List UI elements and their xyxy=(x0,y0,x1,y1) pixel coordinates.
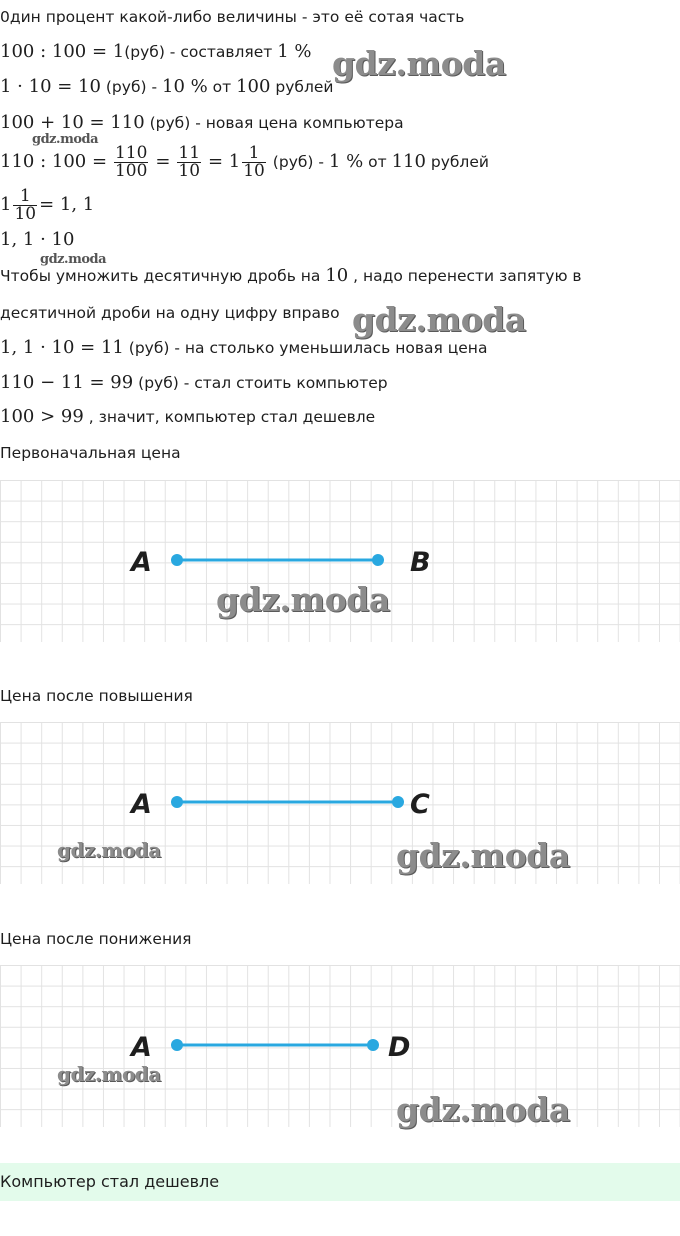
text-line-10-percent xyxy=(0,76,333,98)
math-expression: 10 % xyxy=(162,76,208,97)
text-fragment: рублей xyxy=(425,153,489,171)
math-expression: 100 xyxy=(236,76,271,97)
text-line-1-percent xyxy=(0,41,312,63)
text-fragment: (руб) - на столько уменьшилась новая цена xyxy=(123,339,488,357)
text-fragment: рублей xyxy=(270,78,334,96)
math-expression: = 1, 1 xyxy=(39,194,95,215)
point-a-label: A xyxy=(131,547,152,578)
text-line-rule-continued xyxy=(0,302,340,324)
watermark: gdz.moda xyxy=(352,300,526,339)
fraction-numerator: 110 xyxy=(114,143,148,163)
point-d-label: D xyxy=(388,1032,411,1063)
text-fragment: (руб) - составляет xyxy=(124,43,278,61)
text-line-mixed-number xyxy=(0,183,94,227)
point-b-label: B xyxy=(410,547,431,578)
text-line-comparison xyxy=(0,406,375,428)
fraction-denominator: 100 xyxy=(114,161,148,181)
text-fragment: (руб) - xyxy=(267,153,329,171)
section-title-after-increase xyxy=(0,685,193,707)
text-fragment: , значит, компьютер стал дешевле xyxy=(83,408,376,426)
text-fragment: десятичной дроби на одну цифру вправо xyxy=(0,304,340,322)
fraction xyxy=(242,145,266,180)
math-expression: 110 : 100 = xyxy=(0,151,108,172)
text-fragment: от xyxy=(363,153,392,171)
section-title-text: Первоначальная цена xyxy=(0,444,181,462)
watermark: gdz.moda xyxy=(396,836,570,875)
fraction-numerator: 1 xyxy=(242,145,266,163)
watermark: gdz.moda xyxy=(32,132,99,147)
math-expression: 1 % xyxy=(328,151,364,172)
math-expression: 110 − 11 = 99 xyxy=(0,372,134,393)
text-fragment: , надо перенести запятую в xyxy=(348,267,582,285)
fraction-numerator: 1 xyxy=(13,188,37,206)
text-line-rule xyxy=(0,265,582,287)
grid-diagram-decrease xyxy=(0,965,680,1127)
definition-text: 0дин процент какой-либо величины - это её сотая часть xyxy=(0,8,465,26)
math-expression: 100 > 99 xyxy=(0,406,84,427)
text-fragment: Чтобы умножить десятичную дробь на xyxy=(0,267,326,285)
math-expression: = xyxy=(155,151,171,172)
point-d xyxy=(367,1039,379,1051)
watermark: gdz.moda xyxy=(396,1090,570,1129)
text-line-final-price xyxy=(0,372,388,394)
math-expression: 1, 1 · 10 xyxy=(0,229,75,250)
fraction-denominator: 10 xyxy=(14,204,37,224)
watermark: gdz.moda xyxy=(57,838,161,862)
answer-text: Компьютер стал дешевле xyxy=(0,1172,220,1191)
text-line-decrease xyxy=(0,337,487,359)
point-a xyxy=(171,796,183,808)
watermark: gdz.moda xyxy=(216,580,390,619)
segment-diagram xyxy=(0,965,680,1127)
fraction-denominator: 10 xyxy=(243,161,265,181)
fraction xyxy=(13,188,37,223)
math-expression: = 1 xyxy=(207,151,241,172)
fraction-denominator: 10 xyxy=(178,161,201,181)
section-title-original-price xyxy=(0,442,181,464)
text-line-new-price xyxy=(0,112,404,134)
math-expression: 110 xyxy=(391,151,426,172)
point-c-label: C xyxy=(410,789,430,820)
point-a-label: A xyxy=(131,1032,152,1063)
section-title-text: Цена после понижения xyxy=(0,930,192,948)
point-b xyxy=(372,554,384,566)
math-expression: 1 · 10 = 10 xyxy=(0,76,101,97)
text-line-product xyxy=(0,229,74,251)
math-expression: 1 % xyxy=(277,41,312,62)
watermark: gdz.moda xyxy=(40,252,107,267)
fraction-numerator: 11 xyxy=(178,143,201,163)
text-fragment: (руб) - xyxy=(100,78,162,96)
fraction xyxy=(114,145,148,180)
math-expression: 1 xyxy=(0,194,12,215)
text-line-definition xyxy=(0,6,464,28)
watermark: gdz.moda xyxy=(57,1062,161,1086)
fraction xyxy=(177,145,201,180)
text-fragment: от xyxy=(207,78,237,96)
text-fragment: (руб) - новая цена компьютера xyxy=(144,114,404,132)
point-a xyxy=(171,554,183,566)
math-expression: 10 xyxy=(325,265,349,286)
point-a xyxy=(171,1039,183,1051)
answer-banner xyxy=(0,1163,680,1201)
watermark: gdz.moda xyxy=(332,44,506,83)
section-title-text: Цена после повышения xyxy=(0,687,193,705)
math-expression: 100 + 10 = 110 xyxy=(0,112,145,133)
math-expression: 100 : 100 = 1 xyxy=(0,41,125,62)
section-title-after-decrease xyxy=(0,928,192,950)
point-a-label: A xyxy=(131,789,152,820)
math-expression: 1, 1 · 10 = 11 xyxy=(0,337,124,358)
text-fragment: (руб) - стал стоить компьютер xyxy=(133,374,388,392)
point-c xyxy=(392,796,404,808)
